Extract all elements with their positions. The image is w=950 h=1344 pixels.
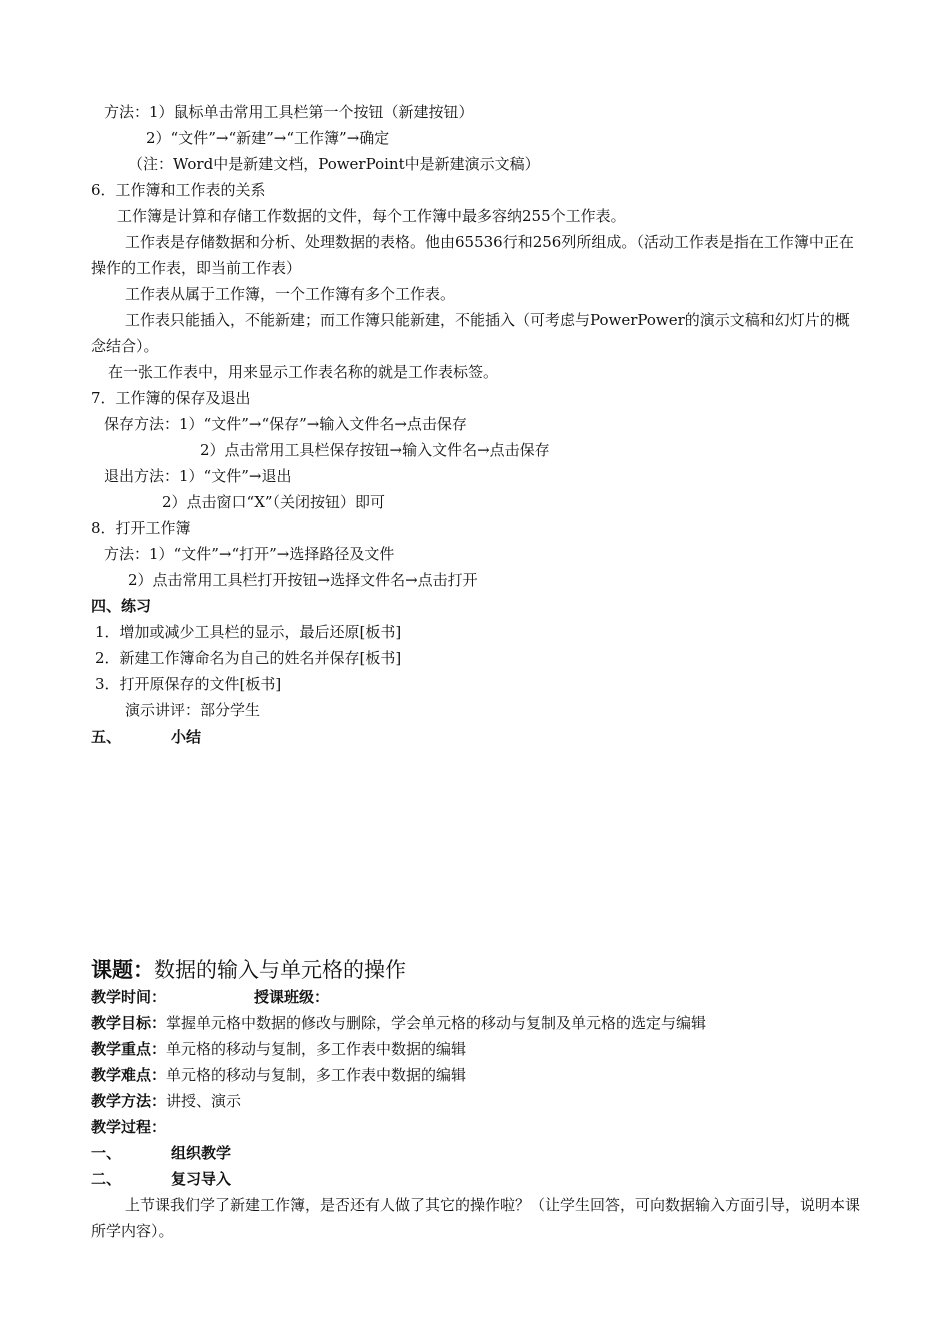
lesson-method-text: 讲授、演示 bbox=[166, 1092, 242, 1110]
summary-label: 小结 bbox=[171, 728, 202, 746]
text-line: 2）点击常用工具栏打开按钮→选择文件名→点击打开 bbox=[128, 571, 478, 589]
lesson-difficulty-text: 单元格的移动与复制，多工作表中数据的编辑 bbox=[166, 1066, 467, 1084]
section-heading: 7．工作簿的保存及退出 bbox=[91, 389, 251, 407]
lesson-title-text: 数据的输入与单元格的操作 bbox=[154, 958, 406, 982]
paragraph: 工作表是存储数据和分析、处理数据的表格。他由65536行和256列所组成。（活动工作表是指在工作簿中正在操作的工作表，即当前工作表） bbox=[91, 233, 854, 277]
practice-item: 2．新建工作簿命名为自己的姓名并保存[板书] bbox=[95, 649, 402, 667]
practice-heading: 四、练习 bbox=[91, 597, 152, 615]
lesson-title-label: 课题： bbox=[91, 957, 154, 982]
lesson-title bbox=[91, 955, 861, 985]
step-label: 复习导入 bbox=[171, 1170, 232, 1188]
lesson-goal-text: 掌握单元格中数据的修改与删除，学会单元格的移动与复制及单元格的选定与编辑 bbox=[166, 1014, 707, 1032]
text-line: 2）点击窗口“X”（关闭按钮）即可 bbox=[162, 493, 386, 511]
lesson-goal-label: 教学目标： bbox=[91, 1014, 167, 1032]
text-line: 2）“文件”→“新建”→“工作簿”→确定 bbox=[146, 129, 390, 147]
practice-item: 3．打开原保存的文件[板书] bbox=[95, 675, 282, 693]
text-line: 在一张工作表中，用来显示工作表名称的就是工作表标签。 bbox=[108, 363, 499, 381]
lesson-step-2 bbox=[91, 1166, 861, 1192]
lesson-process-label: 教学过程： bbox=[91, 1118, 167, 1136]
lesson-step-1 bbox=[91, 1140, 861, 1166]
text-line: 2）点击常用工具栏保存按钮→输入文件名→点击保存 bbox=[200, 441, 550, 459]
lesson-class-label: 授课班级： bbox=[254, 988, 330, 1006]
lesson-key-text: 单元格的移动与复制，多工作表中数据的编辑 bbox=[166, 1040, 467, 1058]
text-line: 退出方法：1）“文件”→退出 bbox=[104, 467, 292, 485]
text-line: （注：Word中是新建文档，PowerPoint中是新建演示文稿） bbox=[128, 155, 540, 173]
text-line: 方法：1）鼠标单击常用工具栏第一个按钮（新建按钮） bbox=[104, 103, 474, 121]
practice-note: 演示讲评：部分学生 bbox=[125, 701, 261, 719]
text-line: 工作表从属于工作簿，一个工作簿有多个工作表。 bbox=[125, 285, 456, 303]
lesson-method bbox=[91, 1088, 861, 1114]
paragraph: 工作表只能插入，不能新建；而工作簿只能新建，不能插入（可考虑与PowerPower的演示文稿和幻灯片的概念结合）。 bbox=[91, 311, 850, 355]
step-number: 一、 bbox=[91, 1144, 122, 1162]
summary-number: 五、 bbox=[91, 728, 122, 746]
lesson-key-points bbox=[91, 1036, 861, 1062]
lesson-key-label: 教学重点： bbox=[91, 1040, 167, 1058]
text-line: 方法：1）“文件”→“打开”→选择路径及文件 bbox=[104, 545, 395, 563]
lesson-difficulties bbox=[91, 1062, 861, 1088]
summary-heading bbox=[91, 724, 861, 750]
lesson-difficulty-label: 教学难点： bbox=[91, 1066, 167, 1084]
step-label: 组织教学 bbox=[171, 1144, 232, 1162]
lesson-intro-paragraph: 上节课我们学了新建工作簿，是否还有人做了其它的操作啦？（让学生回答，可向数据输入方面引导，说明本课所学内容）。 bbox=[91, 1196, 861, 1240]
lesson-time-row bbox=[91, 984, 861, 1010]
step-number: 二、 bbox=[91, 1170, 122, 1188]
lesson-goal bbox=[91, 1010, 861, 1036]
section-heading: 6．工作簿和工作表的关系 bbox=[91, 181, 266, 199]
section-heading: 8．打开工作簿 bbox=[91, 519, 191, 537]
text-line: 保存方法：1）“文件”→“保存”→输入文件名→点击保存 bbox=[104, 415, 467, 433]
text-line: 工作簿是计算和存储工作数据的文件，每个工作簿中最多容纳255个工作表。 bbox=[117, 207, 626, 225]
lesson-method-label: 教学方法： bbox=[91, 1092, 167, 1110]
lesson-time-label: 教学时间： bbox=[91, 988, 167, 1006]
practice-item: 1．增加或减少工具栏的显示，最后还原[板书] bbox=[95, 623, 402, 641]
